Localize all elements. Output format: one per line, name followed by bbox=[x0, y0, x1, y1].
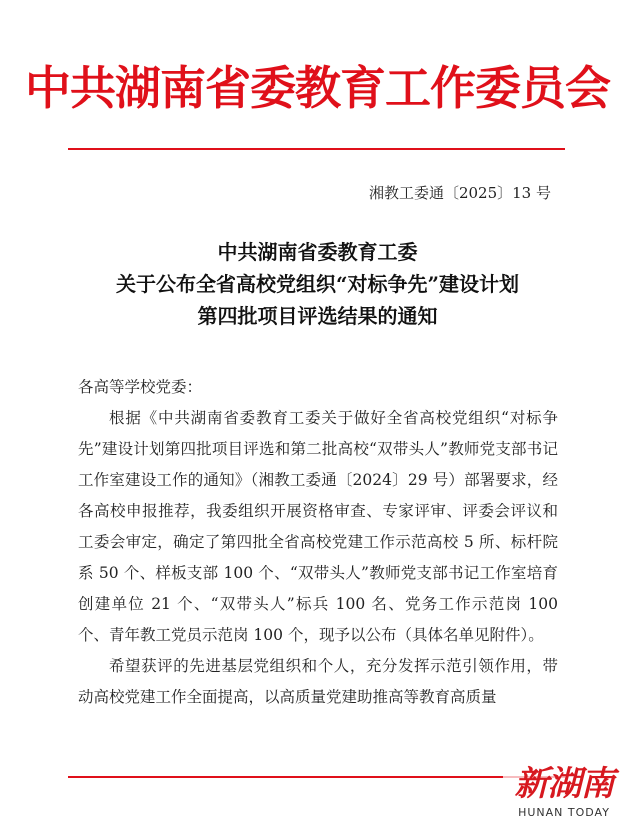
body-paragraph-2: 希望获评的先进基层党组织和个人，充分发挥示范引领作用，带动高校党建工作全面提高，以高质量党建助推高等教育高质量 bbox=[78, 657, 558, 706]
title-line-1: 中共湖南省委教育工委 bbox=[217, 240, 418, 264]
body-paragraph-1: 根据《中共湖南省委教育工委关于做好全省高校党组织“对标争先”建设计划第四批项目评选和第二批高校“双带头人”教师党支部书记工作室建设工作的通知》（湘教工委通〔2024〕29 号）部署要求，经各高校申报推荐，我委组织开展资格审查、专家评审、评委会评议和工委会审定，确定了第四批全省高校党建工作示范高校 5 所、标杆院系 50 个、样板支部 100 个、“双带头人”教师党支部书记工作室培育创建单位 21 个、“双带头人”标兵 100 名、党务工作示范岗 100 个、青年教工党员示范岗 100 个，现予以公布（具体名单见附件）。 bbox=[78, 409, 558, 644]
watermark-subtitle: HUNAN TODAY bbox=[518, 806, 610, 819]
title-line-2: 关于公布全省高校党组织“对标争先”建设计划 bbox=[115, 272, 519, 296]
watermark-logo: 新湖南 bbox=[514, 764, 614, 804]
document-body bbox=[78, 372, 558, 713]
issuing-organization-header: 中共湖南省委教育工作委员会 bbox=[25, 61, 610, 115]
footer-red-rule bbox=[68, 776, 565, 778]
document-title bbox=[0, 236, 635, 332]
hunan-today-watermark bbox=[503, 762, 625, 828]
salutation: 各高等学校党委： bbox=[78, 378, 203, 396]
title-line-3: 第四批项目评选结果的通知 bbox=[197, 304, 438, 328]
document-number: 湘教工委通〔2025〕13 号 bbox=[368, 184, 551, 202]
header-red-rule bbox=[68, 148, 565, 150]
